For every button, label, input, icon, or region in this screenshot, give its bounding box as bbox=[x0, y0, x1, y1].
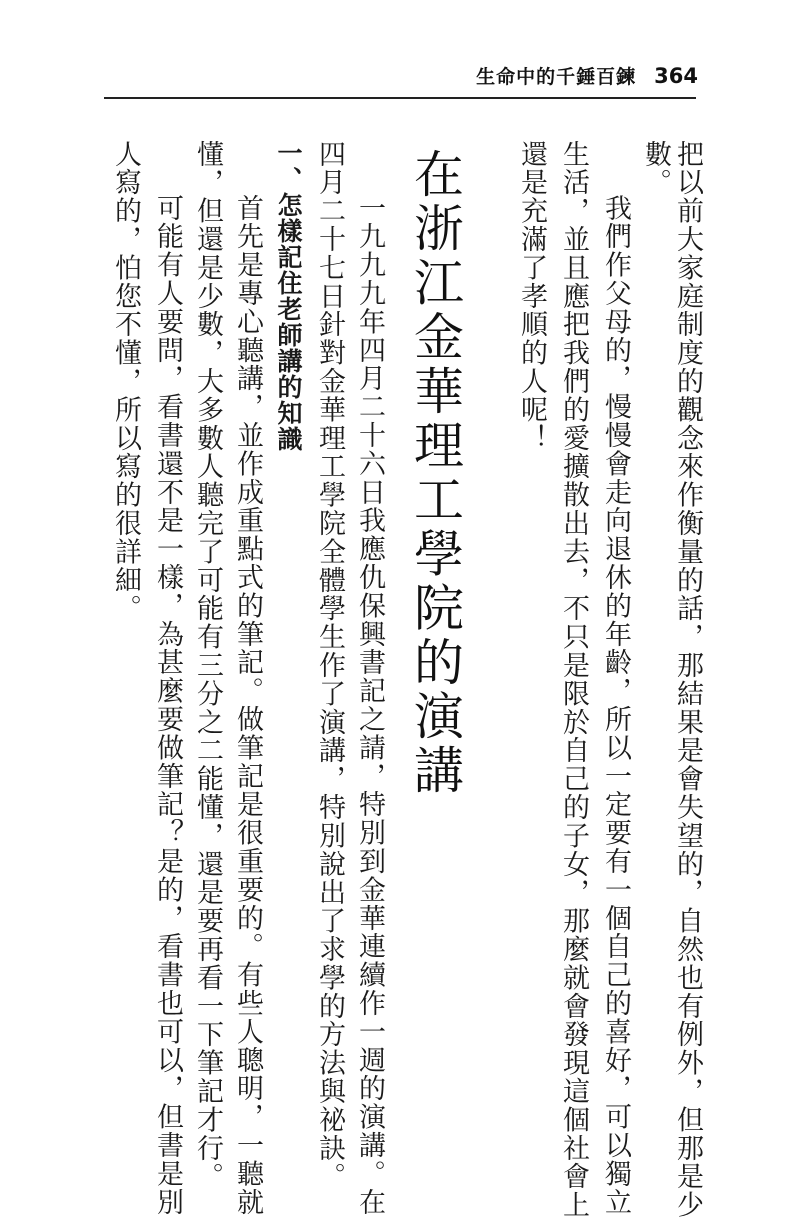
chapter-title: 在浙江金華理工學院的演講 bbox=[406, 148, 464, 799]
text-column-5: 還是充滿了孝順的人呢！ bbox=[516, 140, 547, 453]
page-header bbox=[476, 62, 698, 89]
text-column-11: 可能有人要問，看書還不是一樣，為甚麼要做筆記？是的，看書也可以，但書是別 bbox=[152, 194, 183, 1217]
text-column-2: 數。 bbox=[640, 140, 671, 197]
text-column-1: 把以前大家庭制度的觀念來作衡量的話，那結果是會失望的，自然也有例外，但那是少 bbox=[672, 140, 703, 1219]
text-column-12: 人寫的，怕您不懂，所以寫的很詳細。 bbox=[110, 140, 141, 623]
text-column-4: 生活，並且應把我們的愛擴散出去，不只是限於自己的子女，那麼就會發現這個社會上 bbox=[558, 140, 589, 1219]
header-rule bbox=[104, 97, 696, 99]
text-column-7: 四月二十七日針對金華理工學院全體學生作了演講，特別說出了求學的方法與祕訣。 bbox=[314, 140, 345, 1191]
page-number: 364 bbox=[654, 64, 698, 88]
section-heading: 一、怎樣記住老師講的知識 bbox=[274, 140, 303, 452]
text-column-10: 懂，但還是少數，大多數人聽完了可能有三分之二能懂，還是要再看一下筆記才行。 bbox=[192, 140, 223, 1191]
running-title: 生命中的千錘百鍊 bbox=[476, 66, 637, 88]
text-column-6: 一九九九年四月二十六日我應仇保興書記之請，特別到金華連續作一週的演講。在 bbox=[354, 194, 385, 1217]
text-column-3: 我們作父母的，慢慢會走向退休的年齡，所以一定要有一個自己的喜好，可以獨立 bbox=[600, 194, 631, 1217]
text-column-9: 首先是專心聽講，並作成重點式的筆記。做筆記是很重要的。有些人聰明，一聽就 bbox=[232, 194, 263, 1217]
